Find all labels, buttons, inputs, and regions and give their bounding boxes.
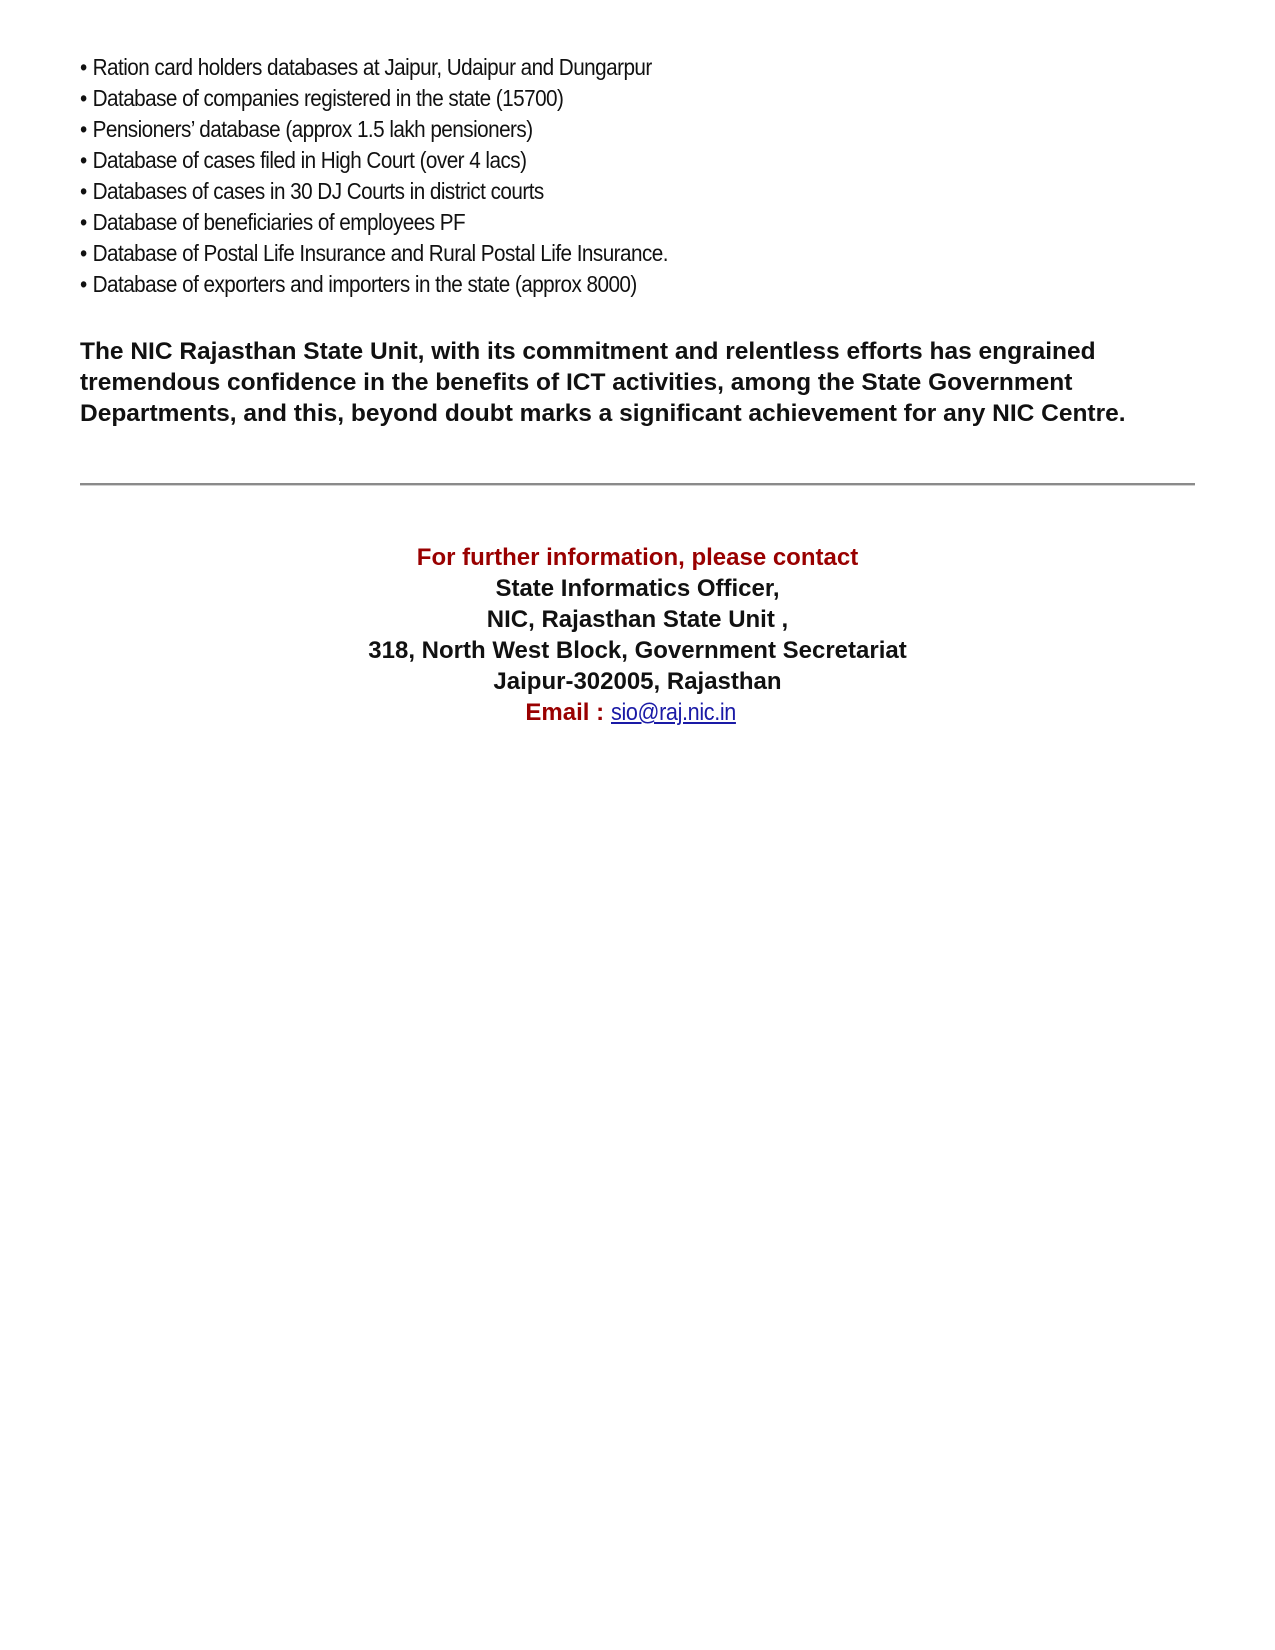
- email-link[interactable]: sio@raj.nic.in: [610, 699, 736, 726]
- document-page: [80, 52, 1195, 728]
- list-item: • Database of companies registered in the state (15700): [80, 83, 1084, 114]
- contact-address-line: 318, North West Block, Government Secretariat: [368, 637, 907, 664]
- contact-block: [80, 542, 1195, 728]
- bullet-icon: •: [80, 116, 87, 142]
- list-item: • Database of cases filed in High Court (over 4 lacs): [80, 145, 1084, 176]
- bullet-icon: •: [80, 85, 87, 111]
- contact-unit-line: NIC, Rajasthan State Unit ,: [486, 606, 789, 633]
- list-item: • Database of Postal Life Insurance and Rural Postal Life Insurance.: [80, 238, 1084, 269]
- bullet-icon: •: [80, 209, 87, 235]
- email-label: Email :: [525, 699, 605, 726]
- list-item: • Database of exporters and importers in the state (approx 8000): [80, 269, 1084, 300]
- contact-city-line: Jaipur-302005, Rajasthan: [493, 668, 782, 695]
- bullet-icon: •: [80, 54, 87, 80]
- email-row: [80, 697, 1195, 728]
- contact-title-line: State Informatics Officer,: [495, 575, 780, 602]
- bullet-icon: •: [80, 271, 87, 297]
- list-item: • Database of beneficiaries of employees PF: [80, 207, 1084, 238]
- list-item: • Pensioners’ database (approx 1.5 lakh pensioners): [80, 114, 1084, 145]
- contact-heading: For further information, please contact: [416, 544, 859, 571]
- bullet-icon: •: [80, 178, 87, 204]
- bullet-icon: •: [80, 147, 87, 173]
- summary-paragraph: The NIC Rajasthan State Unit, with its commitment and relentless efforts has engrained tremendous confidence in the benefits of ICT activities, among the State Government Departments, and this, beyond doubt marks a significant achievement for any NIC Centre.: [80, 338, 1126, 427]
- database-list: [80, 52, 1195, 300]
- list-item: • Databases of cases in 30 DJ Courts in district courts: [80, 176, 1084, 207]
- bullet-icon: •: [80, 240, 87, 266]
- list-item: • Ration card holders databases at Jaipur, Udaipur and Dungarpur: [80, 52, 1084, 83]
- horizontal-divider: [80, 483, 1195, 486]
